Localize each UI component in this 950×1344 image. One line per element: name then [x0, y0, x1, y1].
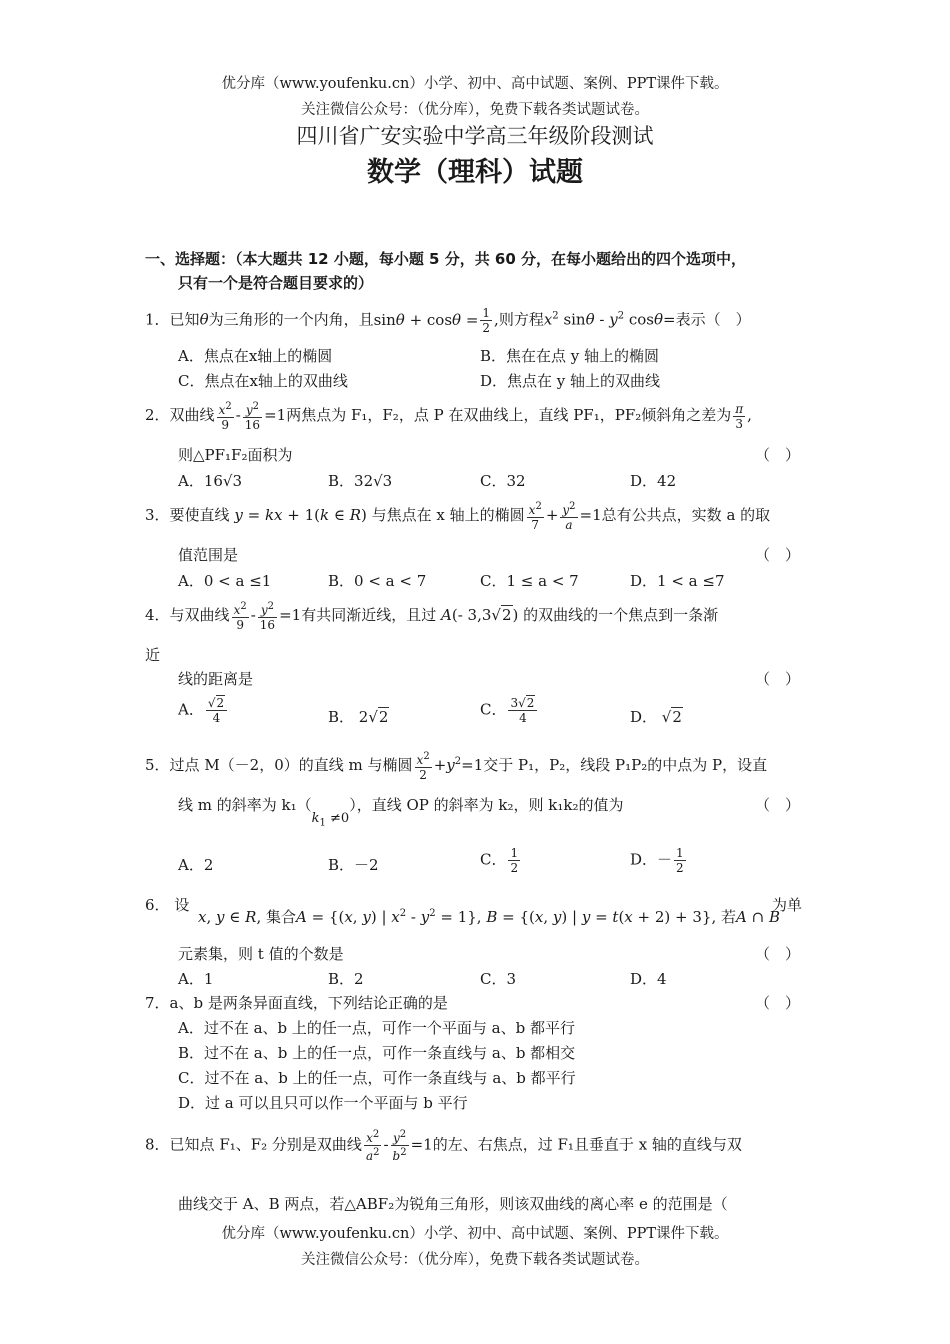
question-1-stem: 1．已知θ为三角形的一个内角，且sinθ + cosθ = $\frac{1}{2}$ ,则方程$x^2$ sinθ - $y^2$ cosθ=表示（ ）: [145, 306, 751, 335]
q2-answer-paren[interactable]: （ ）: [755, 446, 801, 464]
q2-option-d[interactable]: D．42: [630, 472, 677, 490]
q2-option-b[interactable]: B．32√3: [328, 472, 393, 490]
q7-option-c[interactable]: C．过不在 a、b 上的任一点，可作一条直线与 a、b 都平行: [178, 1069, 576, 1087]
q1-option-c[interactable]: C．焦点在x轴上的双曲线: [178, 372, 348, 390]
section-header-line-1: 一、选择题：（本大题共 12 小题，每小题 5 分，共 60 分，在每小题给出的四个选项中，: [145, 250, 747, 268]
exam-subject-title: 数学（理科）试题: [367, 157, 583, 188]
q3-answer-paren[interactable]: （ ）: [755, 546, 801, 564]
q4-option-c[interactable]: C． $\frac{3√2}{4}$: [480, 696, 539, 725]
q6-option-d[interactable]: D．4: [630, 970, 667, 988]
q5-option-c[interactable]: C． $\frac{1}{2}$: [480, 846, 519, 875]
q3-option-d[interactable]: D．1 < a ≤7: [630, 572, 725, 590]
q4-option-d[interactable]: D． √2: [630, 708, 682, 726]
question-6-equation: x, y ∈ R, 集合A = {(x, y) | $x^2 - y^2 = 1$}, B = {(x, y) | y = t(x + 2) + 3}, 若A ∩ B: [198, 908, 780, 926]
question-3-stem: 3．要使直线 y = kx + 1(k ∈ R) 与焦点在 x 轴上的椭圆 $\frac{x^2}{7}$ + $\frac{y^2}{a}$ =1总有公共点，实数 a 的取: [145, 501, 771, 532]
q1-equation: sinθ + cosθ = $\frac{1}{2}$: [373, 306, 491, 335]
question-5-stem: 5．过点 M（－2，0）的直线 m 与椭圆 $\frac{x^2}{2}$ $+y^2=1$交于 P₁，P₂，线段 P₁P₂的中点为 P，设直: [145, 751, 768, 782]
q3-option-c[interactable]: C．1 ≤ a < 7: [480, 572, 579, 590]
q8-stem-line-2: 曲线交于 A、B 两点，若△ABF₂为锐角三角形，则该双曲线的离心率 e 的范围是（: [178, 1195, 728, 1213]
q5-answer-paren[interactable]: （ ）: [755, 796, 801, 814]
header-line-1: 优分库（www.youfenku.cn）小学、初中、高中试题、案例、PPT课件下载。: [221, 76, 729, 92]
q1-option-d[interactable]: D．焦点在 y 轴上的双曲线: [480, 372, 661, 390]
q6-option-a[interactable]: A．1: [178, 970, 214, 988]
q5-option-d[interactable]: D．－ $\frac{1}{2}$: [630, 846, 684, 875]
q2-stem-line-2: 则△PF₁F₂面积为: [178, 446, 293, 464]
q2-option-c[interactable]: C．32: [480, 472, 526, 490]
q7-answer-paren[interactable]: （ ）: [755, 994, 801, 1012]
q1-option-a[interactable]: A．焦点在x轴上的椭圆: [178, 347, 333, 365]
q6-stem-line-2: 元素集，则 t 值的个数是: [178, 945, 344, 963]
q4-stem-line-2: 线的距离是: [178, 670, 254, 688]
q6-stem-tail: 为单: [772, 896, 803, 914]
q7-option-d[interactable]: D．过 a 可以且只可以作一个平面与 b 平行: [178, 1094, 468, 1112]
question-7-stem: 7．a、b 是两条异面直线，下列结论正确的是: [145, 994, 448, 1012]
header-line-2: 关注微信公众号：（优分库），免费下载各类试题试卷。: [301, 102, 649, 118]
question-6-num: 6． 设: [145, 896, 190, 914]
footer-line-2: 关注微信公众号：（优分库），免费下载各类试题试卷。: [301, 1252, 649, 1268]
q4-option-b[interactable]: B． 2√2: [328, 708, 389, 726]
q1-option-b[interactable]: B．焦在在点 y 轴上的椭圆: [480, 347, 660, 365]
q3-option-b[interactable]: B．0 < a < 7: [328, 572, 427, 590]
q4-option-a[interactable]: A． $\frac{√2}{4}$: [178, 696, 229, 725]
q7-option-b[interactable]: B．过不在 a、b 上的任一点，可作一条直线与 a、b 都相交: [178, 1044, 576, 1062]
footer-line-1: 优分库（www.youfenku.cn）小学、初中、高中试题、案例、PPT课件下载。: [221, 1226, 729, 1242]
q4-answer-paren[interactable]: （ ）: [755, 670, 801, 688]
question-8-stem: 8．已知点 F₁、F₂ 分别是双曲线 $\frac{x^2}{a^2}$ - $\frac{y^2}{b^2}$ =1的左、右焦点，过 F₁且垂直于 x 轴的直线与双: [145, 1129, 742, 1163]
q5-option-b[interactable]: B．－2: [328, 856, 379, 874]
q5-option-a[interactable]: A．2: [178, 856, 214, 874]
question-4-stem: 4．与双曲线 $\frac{x^2}{9}$ - $\frac{y^2}{16}$ =1有共同渐近线，且过 A(- 3,3√2) 的双曲线的一个焦点到一条渐: [145, 601, 719, 632]
q2-option-a[interactable]: A．16√3: [178, 472, 243, 490]
exam-school-title: 四川省广安实验中学高三年级阶段测试: [296, 124, 654, 148]
q6-option-b[interactable]: B．2: [328, 970, 364, 988]
section-header-line-2: 只有一个是符合题目要求的）: [178, 274, 374, 292]
q3-stem-line-2: 值范围是: [178, 546, 239, 564]
q3-option-a[interactable]: A．0 < a ≤1: [178, 572, 272, 590]
q7-option-a[interactable]: A．过不在 a、b 上的任一点，可作一个平面与 a、b 都平行: [178, 1019, 575, 1037]
question-2-stem: 2．双曲线 $\frac{x^2}{9}$ - $\frac{y^2}{16}$ =1两焦点为 F₁，F₂，点 P 在双曲线上，直线 PF₁，PF₂倾斜角之差为 $\frac{\pi}{3}$ ,: [145, 401, 752, 432]
q6-option-c[interactable]: C．3: [480, 970, 517, 988]
q6-answer-paren[interactable]: （ ）: [755, 945, 801, 963]
q5-stem-line-2: 线 m 的斜率为 $k_1(k_1 \ne 0)$，直线 OP 的斜率为 k₂，则 k₁k₂的值为: [178, 796, 624, 829]
q4-wrap-char: 近: [145, 646, 161, 664]
